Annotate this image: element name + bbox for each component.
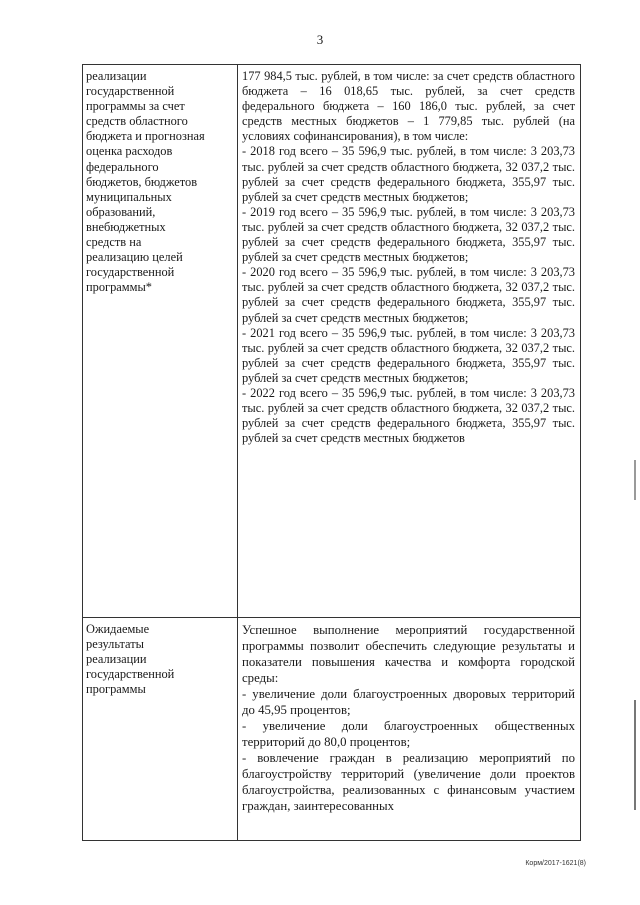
results-item-public-territories: - увеличение доли благоустроенных общественных территорий до 80,0 процентов; — [242, 719, 575, 749]
program-passport-table — [82, 64, 581, 841]
results-label-line: результаты — [86, 637, 144, 652]
results-label-line: программы — [86, 682, 146, 697]
funding-label-line: оценка расходов — [86, 144, 173, 159]
funding-label-line: реализации — [86, 69, 147, 83]
results-item-citizen-involvement: - вовлечение граждан в реализацию мероприятий по благоустройству территорий (увеличение доли проектов благоустройства, реализованных с финансовым участием граждан, заинтересованных — [242, 751, 575, 813]
scan-edge-mark — [634, 700, 636, 810]
table-row-funding — [83, 65, 581, 618]
funding-year-2021: - 2021 год всего – 35 596,9 тыс. рублей, в том числе: 3 203,73 тыс. рублей за счет средств областного бюджета, 32 037,2 тыс. рублей за счет средств федерального бюджета, 355,97 тыс. рублей за счет средств местных бюджетов; — [242, 325, 575, 385]
results-label-line: Ожидаемые — [86, 622, 150, 636]
funding-label-line: программы за счет — [86, 99, 185, 114]
funding-label-line: федерального — [86, 159, 159, 174]
results-intro-paragraph: Успешное выполнение мероприятий государственной программы позволит обеспечить следующие результаты и показатели повышения качества и комфорта городской среды: — [242, 623, 575, 685]
page-number: 3 — [316, 32, 324, 47]
funding-year-2018: - 2018 год всего – 35 596,9 тыс. рублей, в том числе: 3 203,73 тыс. рублей за счет средств областного бюджета, 32 037,2 тыс. рублей за счет средств федерального бюджета, 355,97 тыс. рублей за счет средств местных бюджетов; — [242, 144, 575, 204]
funding-label-cell — [83, 65, 238, 618]
funding-label-line: средств на — [86, 235, 142, 250]
funding-label-line: программы* — [86, 280, 153, 295]
funding-value-cell — [238, 65, 581, 618]
results-item-yard-territories: - увеличение доли благоустроенных дворовых территорий до 45,95 процентов; — [242, 687, 575, 717]
results-value-cell — [238, 618, 581, 841]
funding-total-paragraph: 177 984,5 тыс. рублей, в том числе: за счет средств областного бюджета – 16 018,65 тыс. рублей, за счет средств федерального бюджета – 160 186,0 тыс. рублей, за счет средств местных бюджетов – 1 779,85 тыс. рублей (на условиях софинансирования), в том числе: — [242, 69, 575, 144]
results-label-line: государственной — [86, 667, 175, 682]
scan-edge-mark — [634, 460, 636, 500]
funding-label-line: бюджета и прогнозная — [86, 129, 205, 144]
funding-label-line: внебюджетных — [86, 219, 166, 234]
document-registration-code: Корм/2017-1621(8) — [525, 860, 586, 867]
funding-label-line: государственной — [86, 265, 175, 280]
results-label-line: реализации — [86, 652, 147, 667]
funding-label-line: реализацию целей — [86, 250, 183, 265]
funding-year-2020: - 2020 год всего – 35 596,9 тыс. рублей, в том числе: 3 203,73 тыс. рублей за счет средств областного бюджета, 32 037,2 тыс. рублей за счет средств федерального бюджета, 355,97 тыс. рублей за счет средств местных бюджетов; — [242, 265, 575, 325]
funding-year-2022: - 2022 год всего – 35 596,9 тыс. рублей, в том числе: 3 203,73 тыс. рублей за счет средств областного бюджета, 32 037,2 тыс. рублей за счет средств федерального бюджета, 355,97 тыс. рублей за счет средств местных бюджетов — [242, 385, 575, 446]
table-row-expected-results — [83, 618, 581, 841]
funding-year-2019: - 2019 год всего – 35 596,9 тыс. рублей, в том числе: 3 203,73 тыс. рублей за счет средств областного бюджета, 32 037,2 тыс. рублей за счет средств федерального бюджета, 355,97 тыс. рублей за счет средств местных бюджетов; — [242, 204, 575, 265]
results-label-cell — [83, 618, 238, 841]
funding-label-line: средств областного — [86, 114, 188, 129]
funding-label-line: бюджетов, бюджетов — [86, 174, 198, 189]
funding-label-line: образований, — [86, 204, 156, 219]
funding-label-line: муниципальных — [86, 189, 172, 204]
funding-label-line: государственной — [86, 84, 175, 99]
